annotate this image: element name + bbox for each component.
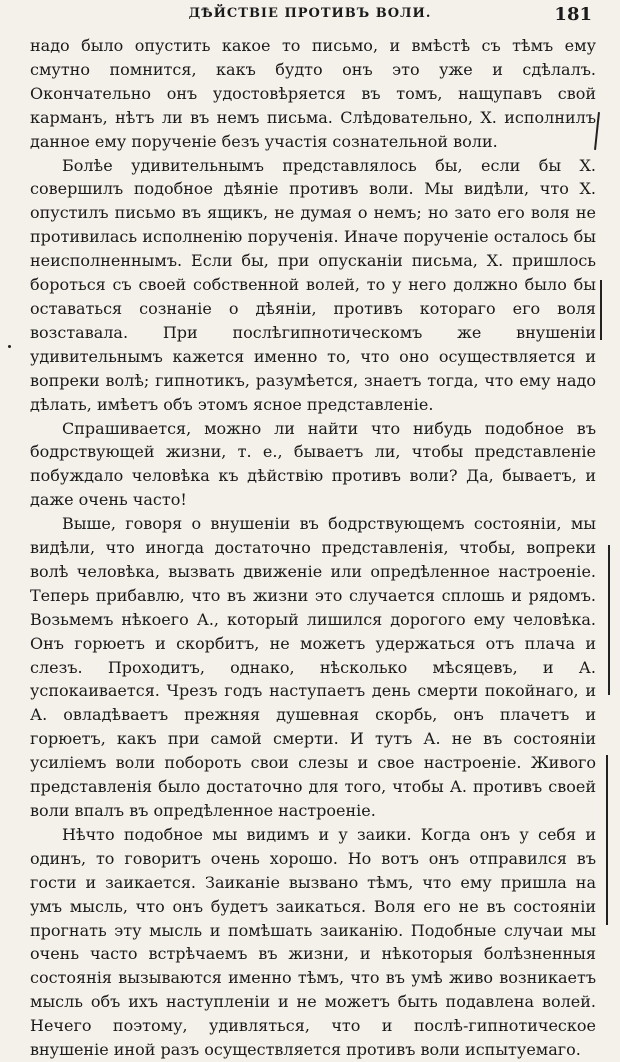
paragraph-1: надо было опустить какое то письмо, и вмѣстѣ съ тѣмъ ему смутно помнится, какъ будто онъ это уже и сдѣлалъ. Окончательно онъ удостовѣряется въ томъ, нащупавъ свой карманъ, нѣтъ ли въ немъ письма. Слѣдовательно, X. исполнилъ данное ему порученіе безъ участія сознательной воли.: [30, 36, 596, 151]
paragraph-5: Нѣчто подобное мы видимъ и у заики. Когда онъ у себя и одинъ, то говоритъ очень хорошо. Но вотъ онъ отправился въ гости и заикается. Заиканіе вызвано тѣмъ, что ему пришла на умъ мысль, что онъ будетъ заикаться. Воля его не въ состояніи прогнать эту мысль и помѣшать заиканію. Подобные случаи мы очень часто встрѣчаемъ въ жизни, и нѣкоторыя болѣзненныя состоянія вызываются именно тѣмъ, что въ умѣ живо возникаетъ мысль объ ихъ наступленіи и не можетъ быть подавлена волей. Нечего поэтому, удивляться, что и послѣ-гипнотическое внушеніе иной разъ осуществляется противъ воли испытуемаго.: [30, 824, 596, 1060]
margin-mark-2: [600, 280, 602, 340]
margin-mark-3: [608, 545, 610, 695]
running-title: ДѢЙСТВІЕ ПРОТИВЪ ВОЛИ.: [188, 6, 432, 21]
paragraph-2: Болѣе удивительнымъ представлялось бы, если бы X. совершилъ подобное дѣяніе противъ воли. Мы видѣли, что X. опустилъ письмо въ ящикъ, не думая о немъ; но зато его воля не противилась исполненію порученія. Иначе порученіе осталось бы неисполненнымъ. Если бы, при опусканіи письма, X. пришлось бороться съ своей собственной волей, то у него должно было бы оставаться сознаніе о дѣяніи, противъ котораго его воля возставала. При послѣгипнотическомъ же внушеніи удивительнымъ кажется именно то, что оно осуществляется и вопреки волѣ; гипнотикъ, разумѣется, знаетъ тогда, что ему надо дѣлать, имѣетъ объ этомъ ясное представленіе.: [30, 155, 596, 414]
page-number: 181: [554, 4, 592, 25]
page-header: [0, 4, 620, 26]
margin-mark-4: [606, 755, 608, 925]
paragraph-3: Спрашивается, можно ли найти что нибудь подобное въ бодрствующей жизни, т. е., бываетъ ли, чтобы представленіе побуждало человѣка къ дѣйствію противъ воли? Да, бываетъ, и даже очень часто!: [30, 418, 596, 510]
paragraph-4: Выше, говоря о внушеніи въ бодрствующемъ состояніи, мы видѣли, что иногда достаточно представленія, чтобы, вопреки волѣ человѣка, вызвать движеніе или опредѣленное настроеніе. Теперь прибавлю, что въ жизни это случается сплошь и рядомъ. Возьмемъ нѣкоего А., который лишился дорогого ему человѣка. Онъ горюетъ и скорбитъ, не можетъ удержаться отъ плача и слезъ. Проходитъ, однако, нѣсколько мѣсяцевъ, и А. успокаивается. Чрезъ годъ наступаетъ день смерти покойнаго, и А. овладѣваетъ прежняя душевная скорбь, онъ плачетъ и горюетъ, какъ при самой смерти. И тутъ А. не въ состояніи усиліемъ воли побороть свои слезы и свое настроеніе. Живого представленія было достаточно для того, чтобы А. противъ своей воли впалъ въ опредѣленное настроеніе.: [30, 514, 596, 820]
body-text: [30, 34, 596, 1062]
margin-dot: [8, 345, 11, 348]
